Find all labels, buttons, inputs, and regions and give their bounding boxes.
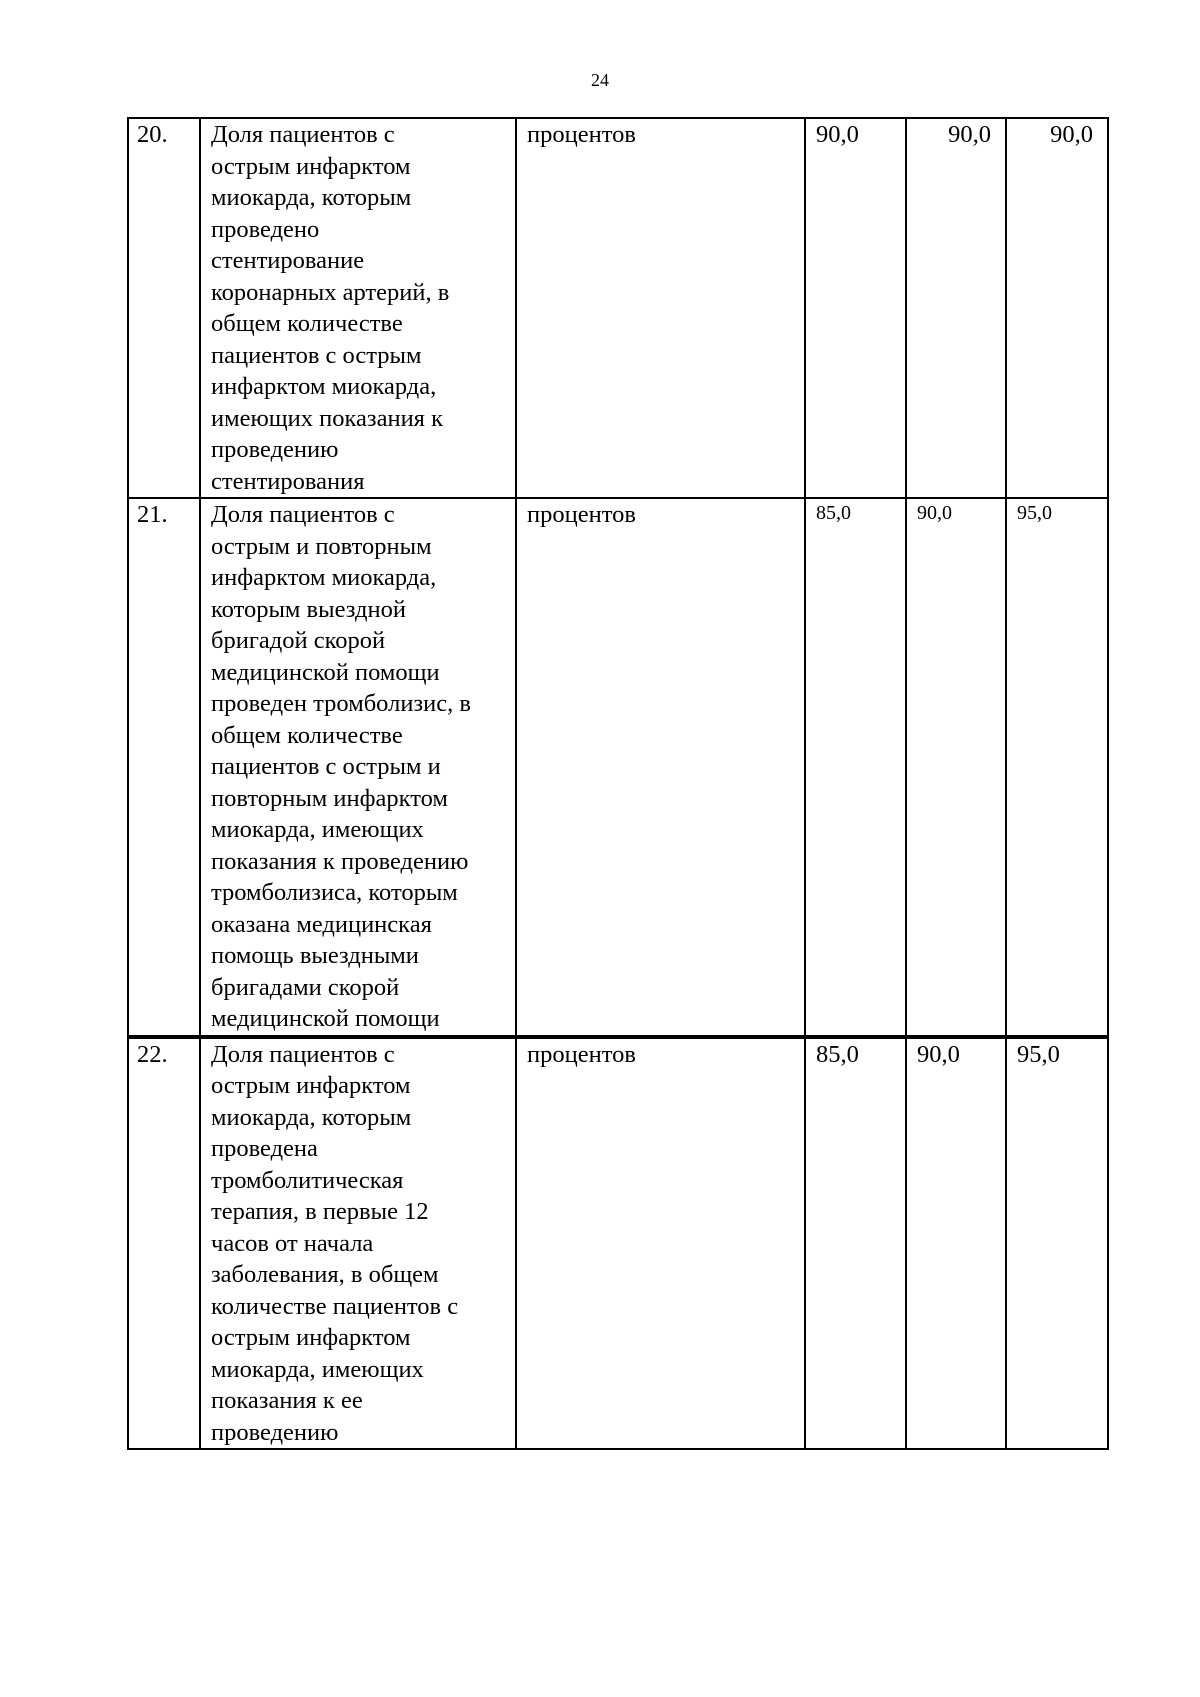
description-line: инфарктом миокарда,	[211, 564, 437, 591]
description-line: показания к проведению	[211, 847, 469, 875]
value-cell: 85,0	[805, 498, 906, 1037]
row-number: 20.	[128, 118, 200, 498]
description-line: количестве пациентов с	[211, 1292, 459, 1320]
value-cell: 90,0	[1006, 118, 1108, 498]
page-number: 24	[591, 70, 609, 90]
description-line: общем количестве	[211, 310, 403, 337]
value-cell: 95,0	[1006, 1037, 1108, 1450]
description-line: острым инфарктом	[211, 1324, 411, 1351]
description-line: медицинской помощи	[211, 658, 440, 686]
description-line: терапия, в первые 12	[211, 1198, 429, 1225]
table-row	[128, 118, 1108, 498]
description-line: инфарктом миокарда,	[211, 373, 437, 400]
description-line: бригадой скорой	[211, 627, 386, 654]
indicator-description	[200, 118, 516, 498]
description-line: повторным инфарктом	[211, 784, 448, 812]
description-line: тромболизиса, которым	[211, 879, 458, 906]
description-line: бригадами скорой	[211, 973, 400, 1001]
table-row	[128, 498, 1108, 1037]
description-line: острым инфарктом	[211, 1072, 411, 1099]
description-line: медицинской помощи	[211, 1005, 440, 1032]
description-line: коронарных артерий, в	[211, 278, 450, 306]
indicator-description	[200, 1037, 516, 1450]
description-line: заболевания, в общем	[211, 1261, 439, 1288]
row-number: 21.	[128, 498, 200, 1037]
description-line: пациентов с острым	[211, 341, 422, 369]
description-line: острым инфарктом	[211, 152, 411, 180]
unit-cell: процентов	[516, 1037, 805, 1450]
table-row	[128, 1037, 1108, 1450]
description-line: общем количестве	[211, 721, 403, 749]
indicators-table	[127, 117, 1109, 1450]
description-line: проведению	[211, 1418, 339, 1446]
description-line: помощь выездными	[211, 942, 419, 969]
description-line: пациентов с острым и	[211, 753, 441, 780]
description-line: которым выездной	[211, 595, 406, 623]
description-line: имеющих показания к	[211, 404, 443, 432]
description-line: острым и повторным	[211, 532, 432, 560]
description-line: часов от начала	[211, 1229, 374, 1257]
value-cell: 90,0	[906, 498, 1006, 1037]
description-line: проведен тромболизис, в	[211, 690, 471, 717]
value-cell: 90,0	[906, 118, 1006, 498]
row-number: 22.	[128, 1037, 200, 1450]
description-line: стентирование	[211, 247, 365, 274]
description-line: показания к ее	[211, 1387, 363, 1414]
description-line: миокарда, которым	[211, 1103, 412, 1131]
value-cell: 90,0	[906, 1037, 1006, 1450]
unit-cell: процентов	[516, 498, 805, 1037]
description-line: тромболитическая	[211, 1166, 404, 1194]
description-line: проведена	[211, 1135, 318, 1162]
description-line: миокарда, имеющих	[211, 816, 424, 843]
description-line: Доля пациентов с	[211, 1040, 395, 1068]
value-cell: 95,0	[1006, 498, 1108, 1037]
description-line: оказана медицинская	[211, 910, 432, 938]
description-line: стентирования	[211, 467, 365, 495]
description-line: миокарда, имеющих	[211, 1355, 424, 1383]
description-line: Доля пациентов с	[211, 121, 395, 148]
indicator-description	[200, 498, 516, 1037]
description-line: Доля пациентов с	[211, 501, 395, 528]
description-line: проведению	[211, 436, 339, 463]
unit-cell: процентов	[516, 118, 805, 498]
value-cell: 90,0	[805, 118, 906, 498]
value-cell: 85,0	[805, 1037, 906, 1450]
description-line: миокарда, которым	[211, 184, 412, 211]
description-line: проведено	[211, 215, 320, 243]
